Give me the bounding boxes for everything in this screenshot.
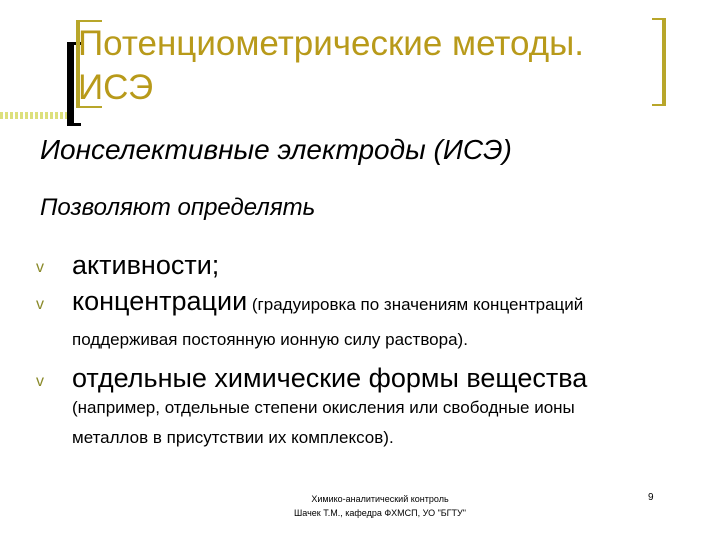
list-item-note: (градуировка по значениям концентраций: [247, 295, 584, 314]
bullet-check-icon: v: [36, 259, 44, 276]
footer-line: Химико-аналитический контроль: [311, 494, 449, 504]
lead-text: Позволяют определять: [40, 194, 316, 221]
page-number: 9: [648, 492, 654, 503]
list-item-continuation: (например, отдельные степени окисления или свободные ионы: [72, 398, 575, 417]
list-item-continuation: поддерживая постоянную ионную силу раствора).: [72, 330, 468, 349]
list-item: [72, 286, 583, 317]
slide-subtitle: Ионселективные электроды (ИСЭ): [40, 134, 512, 165]
bullet-check-icon: v: [36, 373, 44, 390]
list-item-continuation: металлов в присутствии их комплексов).: [72, 428, 394, 447]
list-item: [72, 363, 587, 394]
list-item-main: концентрации: [72, 286, 248, 316]
list-item-main: отдельные химические формы вещества: [72, 363, 588, 393]
decorative-stripe: [0, 112, 68, 119]
footer-line: Шачек Т.М., кафедра ФХМСП, УО "БГТУ": [294, 508, 466, 518]
slide-title: Потенциометрические методы. ИСЭ: [78, 24, 585, 107]
slide-footer: [230, 492, 530, 520]
list-item: [72, 250, 219, 281]
bullet-check-icon: v: [36, 296, 44, 313]
list-item-main: активности;: [72, 250, 220, 280]
